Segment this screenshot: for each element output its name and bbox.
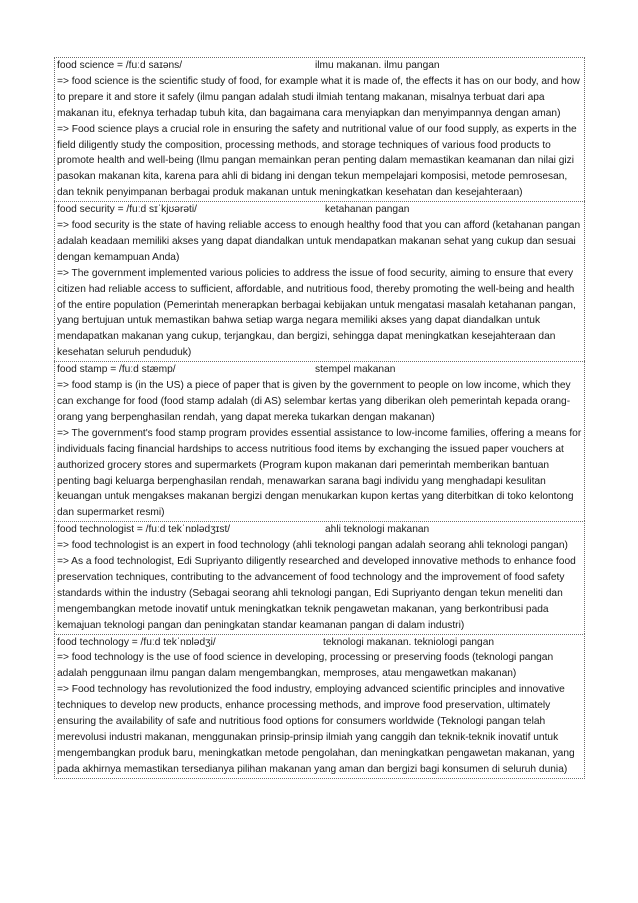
entry-heading <box>57 362 582 378</box>
entry-term: food science = /fuːd saɪəns/ <box>57 60 183 71</box>
entry-definition: => food technologist is an expert in food technology (ahli teknologi pangan adalah seorang ahli teknologi pangan) <box>57 540 568 552</box>
entry-food-security <box>54 201 585 361</box>
entry-example: => As a food technologist, Edi Supriyanto diligently researched and developed innovative methods to enhance food preservation techniques, contributing to the advancement of food technology and the improvement of food safety standards within the industry (Sebagai seorang ahli teknologi pangan, Edi Supriyanto dengan tekun meneliti dan mengembangkan metode inovatif untuk meningkatkan teknik pengawetan makanan, yang berkontribusi pada kemajuan teknologi pangan dan peningkatan standar keamanan pangan di dalam industri) <box>57 556 576 631</box>
entry-definition: => food stamp is (in the US) a piece of paper that is given by the government to people on low income, which they can exchange for food (food stamp adalah (di AS) selembar kertas yang diberikan oleh pemerintah kepada orang-orang yang berpenghasilan rendah, yang dapat mereka tukarkan dengan makanan) <box>57 380 571 423</box>
entry-meaning: stempel makanan <box>315 364 396 376</box>
entry-term: food stamp = /fuːd stæmp/ <box>57 364 176 376</box>
entry-example: => Food science plays a crucial role in ensuring the safety and nutritional value of our food supply, as experts in the field diligently study the composition, processing methods, and storage techniques of various food products to promote health and well-being (Ilmu pangan memainkan peran penting dalam memastikan keamanan dan nilai gizi pasokan makanan kita, karena para ahli di bidang ini dengan tekun mempelajari komposisi, metode pemrosesan, dan teknik penyimpanan berbagai produk makanan untuk meningkatkan kesehatan dan kesejahteraan) <box>57 123 577 199</box>
entry-food-technologist <box>54 521 585 633</box>
entry-term: food security = /fuːd sɪˈkjʊərəti/ <box>57 204 197 216</box>
entry-food-science <box>54 57 585 201</box>
entry-meaning: ahli teknologi makanan <box>325 524 430 536</box>
entry-definition: => food technology is the use of food science in developing, processing or preserving foods (teknologi pangan adalah penggunaan ilmu pangan dalam mengembangkan, memproses, atau mengawetkan makanan) <box>57 652 554 680</box>
entry-definition: => food security is the state of having reliable access to enough healthy food that you can afford (ketahanan pangan adalah keadaan memiliki akses yang dapat diandalkan untuk mendapatkan makanan sehat yang cukup dan sesuai dengan kemampuan Anda) <box>57 220 581 263</box>
entry-example: => The government's food stamp program provides essential assistance to low-income families, offering a means for individuals facing financial hardships to access nutritious food items by exchanging the issued paper vouchers at authorized grocery stores and supermarkets (Program kupon makanan dari pemerintah memberikan bantuan penting bagi keluarga berpenghasilan rendah, menawarkan sarana bagi individu yang menghadapi kesulitan keuangan untuk mengakses makanan bergizi dengan menukarkan kupon kertas yang diterbitkan di toko kelontong dan supermarket resmi) <box>57 427 582 519</box>
vocabulary-list <box>54 57 585 779</box>
entry-heading <box>57 635 582 651</box>
entry-example: => The government implemented various policies to address the issue of food security, aiming to ensure that every citizen had reliable access to sufficient, affordable, and nutritious food, thereby promoting the well-being and health of the entire population (Pemerintah menerapkan berbagai kebijakan untuk mengatasi masalah ketahanan pangan, yang bertujuan untuk memastikan bahwa setiap warga negara memiliki akses yang dapat diandalkan untuk mendapatkan makanan yang cukup, terjangkau, dan bergizi, sehingga dapat meningkatkan kesejahteraan dan kesehatan seluruh penduduk) <box>57 267 576 359</box>
entry-meaning: teknologi makanan. tekniologi pangan <box>323 636 495 648</box>
entry-example: => Food technology has revolutionized the food industry, employing advanced scientific principles and innovative techniques to develop new products, enhance processing methods, and improve food preservation, ultimately ensuring the availability of safe and nutritious food options for consumers worldwide (Teknologi pangan telah merevolusi industri makanan, menggunakan prinsip-prinsip ilmiah yang canggih dan teknik-teknik inovatif untuk mengembangkan produk baru, meningkatkan metode pengolahan, dan meningkatkan pengawetan makanan, yang pada akhirnya memastikan tersedianya pilihan makanan yang aman dan bergizi bagi konsumen di seluruh dunia) <box>57 684 575 775</box>
entry-heading <box>57 202 582 218</box>
entry-definition: => food science is the scientific study of food, for example what it is made of, the effects it has on our body, and how to prepare it and store it safely (ilmu pangan adalah studi ilmiah tentang makanan, misalnya terbuat dari apa makanan itu, efeknya terhadap tubuh kita, dan bagaimana cara menyiapkan dan menyimpannya dengan aman) <box>57 75 580 119</box>
entry-term: food technologist = /fuːd tekˈnɒlədʒɪst/ <box>57 524 231 536</box>
entry-food-stamp <box>54 361 585 521</box>
entry-term: food technology = /fuːd tekˈnɒlədʒi/ <box>57 636 216 648</box>
entry-heading <box>57 522 582 538</box>
entry-heading <box>57 58 582 74</box>
entry-food-technology <box>54 634 585 779</box>
entry-meaning: ketahanan pangan <box>325 204 410 216</box>
entry-meaning: ilmu makanan. ilmu pangan <box>315 60 440 71</box>
